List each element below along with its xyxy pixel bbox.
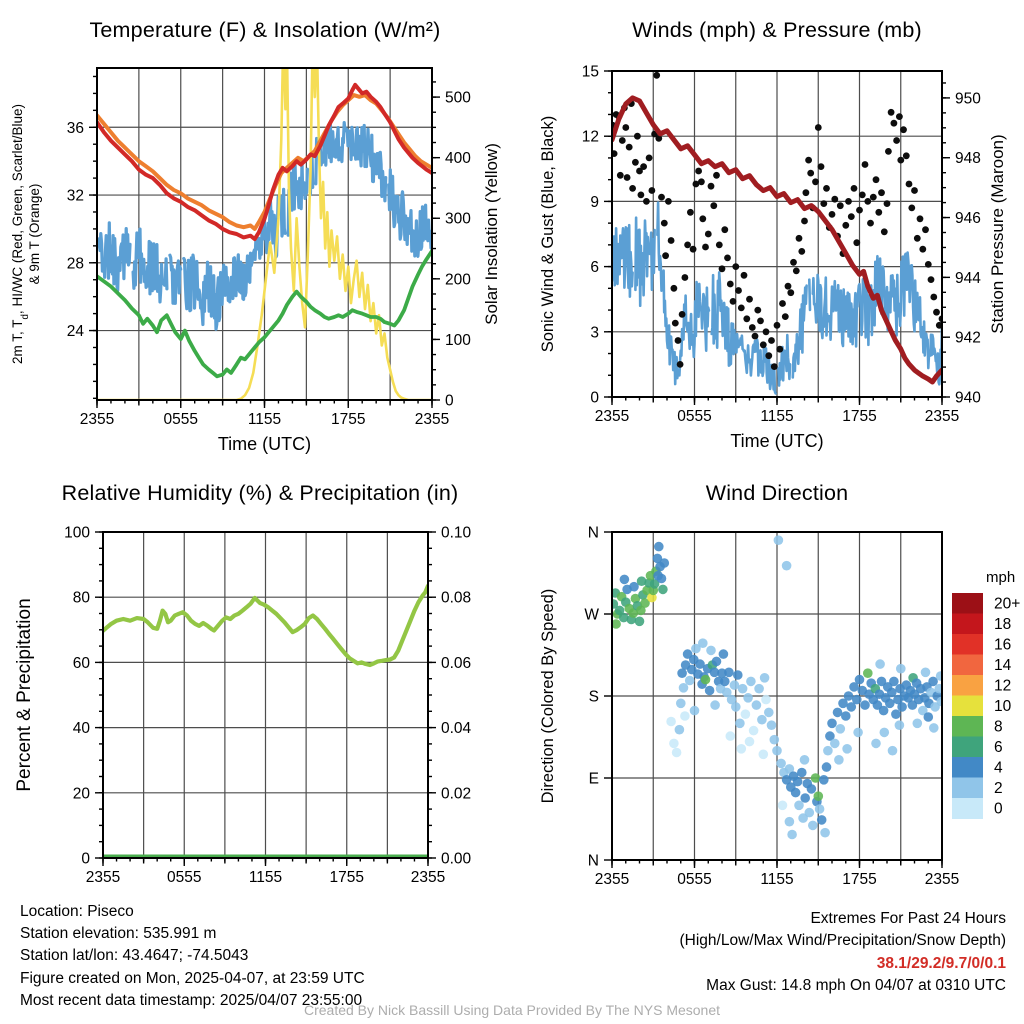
svg-text:1755: 1755 [842, 408, 877, 425]
svg-text:950: 950 [955, 90, 981, 108]
svg-text:500: 500 [445, 89, 471, 107]
station-location: Location: Piseco [20, 903, 134, 920]
credit-line: Created By Nick Bassill Using Data Provided By The NYS Mesonet [303, 1002, 721, 1018]
svg-text:Solar Insolation (Yellow): Solar Insolation (Yellow) [482, 143, 501, 325]
svg-text:Direction (Colored By Speed): Direction (Colored By Speed) [539, 588, 557, 804]
svg-text:& 9m T (Orange): & 9m T (Orange) [27, 183, 42, 285]
svg-text:16: 16 [994, 636, 1012, 654]
chart-rh [14, 525, 472, 887]
svg-text:2: 2 [994, 779, 1003, 797]
svg-text:200: 200 [445, 271, 471, 289]
extremes-title: Extremes For Past 24 Hours [810, 910, 1006, 927]
svg-text:2m T, Td, HI/WC (Red, Green, S: 2m T, $T_d$, HI/WC (Red, Green, Scarlet/Blue) [10, 104, 31, 364]
svg-text:0555: 0555 [167, 869, 202, 886]
rh-tick-labels [64, 525, 471, 887]
svg-text:20: 20 [72, 785, 90, 803]
svg-text:W: W [584, 606, 599, 624]
svg-text:18: 18 [994, 615, 1012, 633]
svg-text:0: 0 [445, 392, 454, 410]
extremes-block [680, 908, 1007, 998]
svg-text:N: N [587, 852, 599, 870]
chart-dir [539, 525, 1020, 889]
svg-text:2355: 2355 [79, 411, 115, 428]
speed-colorbar [952, 569, 1020, 819]
svg-text:1155: 1155 [247, 411, 282, 428]
svg-text:15: 15 [581, 63, 599, 81]
max-gust: Max Gust: 14.8 mph On 04/07 at 0310 UTC [706, 977, 1006, 995]
svg-text:2355: 2355 [924, 408, 960, 425]
svg-text:2355: 2355 [594, 408, 630, 425]
chart-title-humidity-precip: Relative Humidity (%) & Precipitation (in) [61, 481, 459, 505]
svg-text:mph: mph [986, 569, 1016, 586]
svg-text:3: 3 [590, 324, 599, 342]
svg-text:1755: 1755 [329, 869, 364, 886]
svg-text:0.04: 0.04 [441, 720, 472, 738]
svg-text:0: 0 [994, 800, 1003, 818]
station-latlon: Station lat/lon: 43.4647; -74.5043 [20, 947, 249, 965]
svg-text:0.02: 0.02 [441, 785, 472, 803]
svg-text:400: 400 [445, 150, 471, 168]
chart-temp [10, 37, 501, 455]
svg-text:Percent & Precipitation: Percent & Precipitation [14, 598, 35, 792]
svg-text:2355: 2355 [594, 871, 630, 888]
figure-created-timestamp: Figure created on Mon, 2025-04-07, at 23:59 UTC [20, 969, 365, 987]
svg-text:0.10: 0.10 [441, 524, 472, 542]
svg-text:1155: 1155 [248, 869, 283, 886]
extremes-subtitle: (High/Low/Max Wind/Precipitation/Snow Depth) [679, 932, 1006, 950]
svg-text:24: 24 [66, 323, 84, 341]
svg-text:2355: 2355 [85, 869, 121, 886]
svg-text:6: 6 [590, 259, 599, 277]
svg-text:8: 8 [994, 718, 1003, 736]
svg-text:100: 100 [64, 524, 90, 542]
svg-text:14: 14 [994, 656, 1012, 674]
svg-text:0.00: 0.00 [441, 850, 472, 868]
svg-text:0: 0 [590, 389, 599, 407]
svg-text:N: N [587, 524, 599, 542]
svg-text:940: 940 [955, 389, 981, 407]
svg-text:32: 32 [66, 187, 84, 205]
svg-text:Sonic Wind & Gust (Blue, Black: Sonic Wind & Gust (Blue, Black) [539, 115, 557, 353]
svg-text:0.06: 0.06 [441, 654, 472, 672]
svg-text:10: 10 [994, 697, 1012, 715]
station-elevation: Station elevation: 535.991 m [20, 925, 217, 943]
svg-text:E: E [588, 770, 599, 788]
svg-text:Time (UTC): Time (UTC) [730, 431, 824, 451]
rh-gridlines [103, 532, 428, 858]
svg-text:1755: 1755 [331, 411, 366, 428]
chart-title-winds-pressure: Winds (mph) & Pressure (mb) [632, 18, 922, 42]
svg-text:942: 942 [955, 329, 981, 347]
chart-title-temperature-insolation: Temperature (F) & Insolation (W/m²) [89, 18, 441, 42]
svg-text:0555: 0555 [677, 408, 712, 425]
svg-text:300: 300 [445, 210, 471, 228]
svg-text:2355: 2355 [414, 411, 450, 428]
svg-text:28: 28 [66, 255, 84, 273]
svg-text:1755: 1755 [842, 871, 877, 888]
svg-text:36: 36 [66, 119, 84, 137]
svg-text:1155: 1155 [760, 871, 794, 888]
chart-wind [539, 64, 1007, 452]
svg-text:Time (UTC): Time (UTC) [217, 434, 312, 454]
svg-text:9: 9 [590, 193, 599, 211]
svg-text:2355: 2355 [410, 869, 446, 886]
svg-text:4: 4 [994, 759, 1003, 777]
station-info-block [20, 901, 365, 1012]
svg-text:S: S [588, 688, 599, 706]
svg-text:12: 12 [581, 128, 599, 146]
svg-text:Station Pressure (Maroon): Station Pressure (Maroon) [988, 134, 1007, 334]
svg-text:0: 0 [81, 850, 90, 868]
svg-text:40: 40 [72, 720, 90, 738]
extremes-values: 38.1/29.2/9.7/0/0.1 [876, 954, 1006, 972]
chart-title-wind-direction: Wind Direction [705, 481, 849, 505]
svg-text:946: 946 [955, 210, 981, 228]
svg-text:0555: 0555 [163, 411, 198, 428]
svg-text:0.08: 0.08 [441, 589, 472, 607]
svg-text:0555: 0555 [677, 871, 712, 888]
svg-text:2355: 2355 [924, 871, 960, 888]
svg-text:20+: 20+ [994, 595, 1021, 613]
svg-text:12: 12 [994, 677, 1012, 695]
svg-text:948: 948 [955, 150, 981, 168]
recent-data-timestamp: Most recent data timestamp: 2025/04/07 23:55:00 [20, 991, 363, 1009]
svg-text:1155: 1155 [760, 408, 794, 425]
svg-text:6: 6 [994, 738, 1003, 756]
svg-text:100: 100 [445, 331, 471, 349]
svg-text:944: 944 [955, 269, 981, 287]
svg-text:60: 60 [72, 654, 90, 672]
svg-text:80: 80 [72, 589, 90, 607]
